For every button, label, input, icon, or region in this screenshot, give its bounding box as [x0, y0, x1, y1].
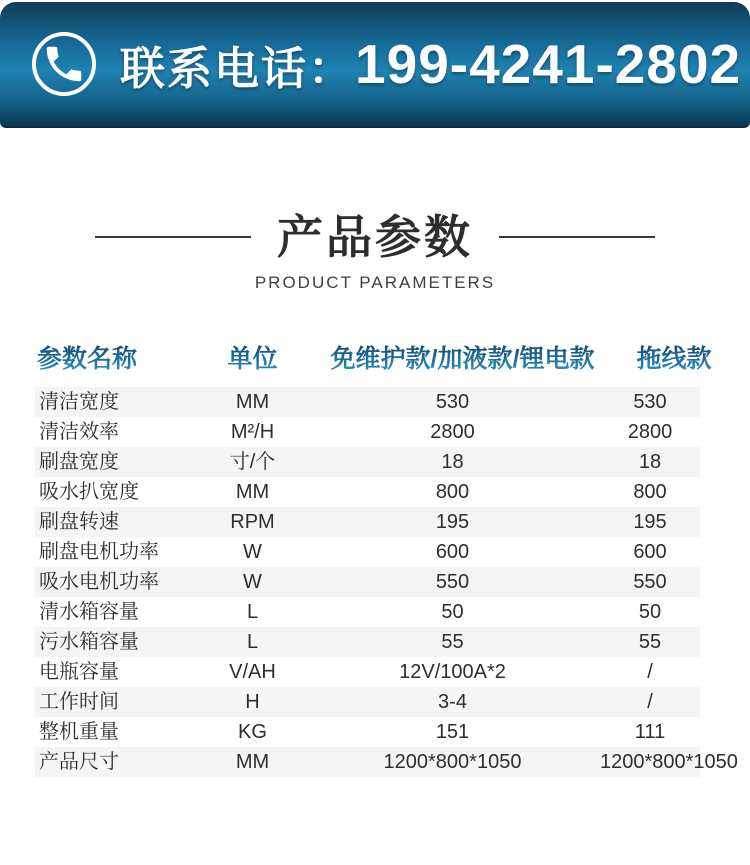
phone-label: 联系电话： — [120, 42, 356, 94]
value-cell-corded: / — [647, 690, 653, 713]
value-cell-corded: 2800 — [627, 420, 673, 443]
phone-icon — [32, 32, 96, 96]
param-name-cell: 刷盘电机功率 — [39, 540, 159, 563]
value-cell-corded: 195 — [633, 510, 667, 533]
table-row — [35, 687, 700, 717]
table-row — [35, 417, 700, 447]
value-cell-main: 55 — [441, 630, 464, 653]
value-cell-main: 151 — [435, 720, 470, 743]
table-row — [35, 657, 700, 687]
table-row — [35, 507, 700, 537]
value-cell-corded: 1200*800*1050 — [600, 750, 738, 773]
value-cell-corded: 600 — [633, 540, 667, 563]
param-name-cell: 整机重量 — [39, 720, 119, 743]
value-cell-corded: / — [647, 660, 653, 683]
value-cell-corded: 800 — [633, 480, 667, 503]
table-row — [35, 537, 700, 567]
table-row — [35, 387, 700, 417]
value-cell-corded: 55 — [638, 630, 662, 653]
value-cell-main: 600 — [435, 540, 470, 563]
param-name-cell: 清洁效率 — [39, 420, 119, 443]
value-cell-main: 800 — [435, 480, 470, 503]
section-title-block — [0, 212, 750, 293]
param-name-cell: 刷盘宽度 — [39, 450, 119, 473]
unit-cell: H — [245, 690, 260, 713]
unit-cell: L — [246, 630, 259, 653]
header-unit: 单位 — [200, 339, 305, 375]
param-name-cell: 清洁宽度 — [39, 390, 119, 413]
header-param-name: 参数名称 — [35, 339, 200, 375]
param-name-cell: 吸水电机功率 — [39, 570, 159, 593]
table-row — [35, 597, 700, 627]
table-row — [35, 477, 700, 507]
value-cell-corded: 18 — [638, 450, 662, 473]
title-row — [0, 212, 750, 263]
value-cell-main: 195 — [435, 510, 470, 533]
header-corded-model: 拖线款 — [624, 339, 724, 375]
parameters-table — [35, 339, 738, 777]
unit-cell: MM — [235, 480, 270, 503]
unit-cell: V/AH — [229, 660, 276, 683]
value-cell-main: 12V/100A*2 — [399, 660, 506, 683]
value-cell-corded: 550 — [633, 570, 667, 593]
table-row — [35, 447, 700, 477]
unit-cell: KG — [238, 720, 267, 743]
param-name-cell: 刷盘转速 — [39, 510, 119, 533]
unit-cell: W — [243, 540, 262, 563]
table-row — [35, 567, 700, 597]
table-row — [35, 747, 738, 777]
value-cell-main: 2800 — [430, 420, 475, 443]
unit-cell: RPM — [230, 510, 275, 533]
value-cell-corded: 530 — [633, 390, 667, 413]
table-header-row — [35, 339, 712, 375]
unit-cell: M²/H — [230, 420, 275, 443]
table-row — [35, 717, 700, 747]
value-cell-main: 18 — [441, 450, 464, 473]
unit-cell: MM — [235, 750, 270, 773]
contact-banner — [0, 2, 750, 128]
param-name-cell: 工作时间 — [39, 690, 119, 713]
section-title: 产品参数 — [277, 211, 473, 263]
unit-cell: MM — [235, 390, 270, 413]
param-name-cell: 吸水扒宽度 — [39, 480, 139, 503]
title-right-rule — [499, 236, 655, 238]
value-cell-main: 1200*800*1050 — [383, 750, 522, 773]
value-cell-corded: 50 — [638, 600, 662, 623]
value-cell-main: 530 — [435, 390, 470, 413]
section-subtitle: PRODUCT PARAMETERS — [254, 272, 496, 292]
param-name-cell: 清水箱容量 — [39, 600, 139, 623]
value-cell-main: 550 — [435, 570, 470, 593]
unit-cell: 寸/个 — [229, 450, 276, 473]
phone-number: 199-4241-2802 — [355, 33, 742, 95]
header-main-models: 免维护款/加液款/锂电款 — [315, 339, 610, 375]
title-left-rule — [95, 236, 251, 238]
param-name-cell: 产品尺寸 — [39, 750, 119, 773]
unit-cell: W — [243, 570, 262, 593]
value-cell-main: 3-4 — [438, 690, 467, 713]
value-cell-main: 50 — [441, 600, 464, 623]
param-name-cell: 污水箱容量 — [39, 630, 139, 653]
param-name-cell: 电瓶容量 — [39, 660, 119, 683]
unit-cell: L — [246, 600, 259, 623]
table-body — [35, 387, 738, 777]
page — [0, 2, 750, 777]
value-cell-corded: 111 — [634, 720, 666, 743]
table-row — [35, 627, 700, 657]
